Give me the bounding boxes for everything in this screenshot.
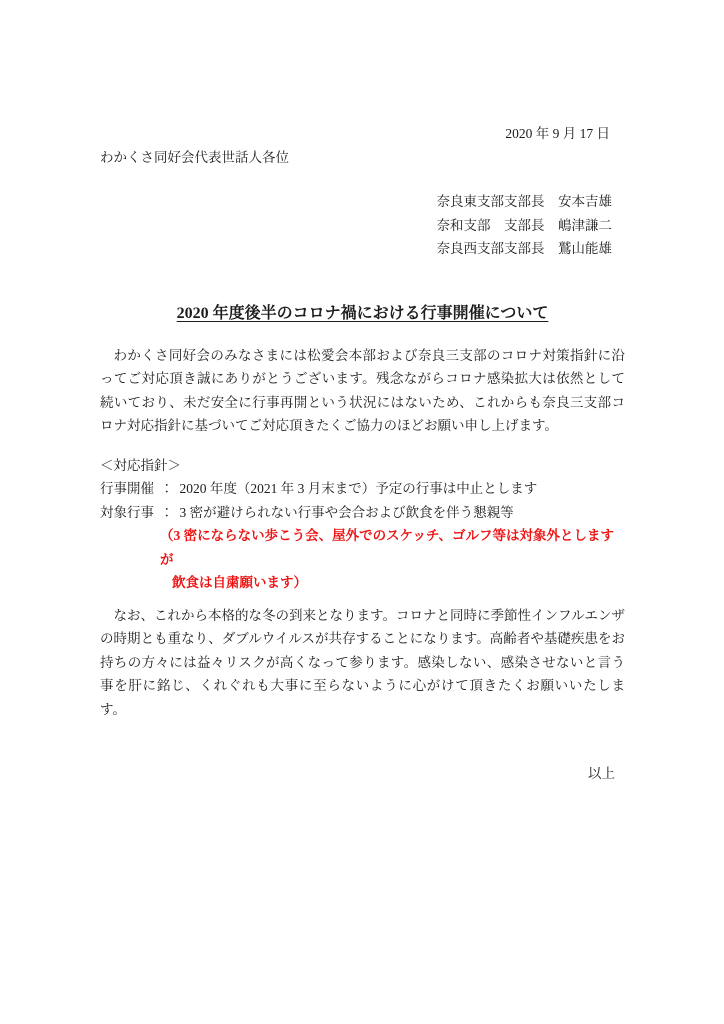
addressee-line: わかくさ同好会代表世話人各位 bbox=[100, 149, 289, 165]
guideline-item-target-events bbox=[100, 501, 625, 525]
red-note-line-1: （3 密にならない歩こう会、屋外でのスケッチ、ゴルフ等は対象外としますが bbox=[160, 528, 615, 567]
sender-line-west: 奈良西支部支部長 鷲山能雄 bbox=[436, 241, 612, 256]
guideline-label: 対象行事 bbox=[100, 504, 154, 520]
closing-ijou: 以上 bbox=[588, 766, 615, 781]
guideline-colon: ： bbox=[160, 504, 174, 520]
sender-line-east: 奈良東支部支部長 安本吉雄 bbox=[436, 194, 612, 209]
document-date: 2020 年 9 月 17 日 bbox=[505, 126, 610, 141]
document-title: 2020 年度後半のコロナ禍における行事開催について bbox=[176, 304, 549, 322]
sender-block bbox=[100, 190, 625, 261]
guideline-text: 2020 年度（2021 年 3 月末まで）予定の行事は中止とします bbox=[179, 481, 538, 496]
sender-line-nawa: 奈和支部 支部長 嶋津謙二 bbox=[436, 217, 612, 233]
paragraph-closing: なお、これから本格的な冬の到来となります。コロナと同時に季節性インフルエンザの時期とも重なり、ダブルウイルスが共存することになります。高齢者や基礎疾患をお持ちの方々には益々リスクが高くなって参ります。感染しない、感染させないと言う事を肝に銘じ、くれぐれも大事に至らないように心がけて頂きたくお願いいたします。 bbox=[100, 607, 625, 717]
guideline-label: 行事開催 bbox=[100, 481, 154, 496]
red-exception-note bbox=[100, 524, 625, 595]
red-note-line-2: 飲食は自粛願います） bbox=[172, 575, 307, 590]
guideline-text: 3 密が避けられない行事や会合および飲食を伴う懇親等 bbox=[179, 504, 514, 520]
guideline-colon: ： bbox=[160, 481, 174, 496]
guideline-item-event-hosting bbox=[100, 477, 625, 501]
paragraph-intro: わかくさ同好会のみなさまには松愛会本部および奈良三支部のコロナ対策指針に沿ってご対応頂き誠にありがとうございます。残念ながらコロナ感染拡大は依然として続いており、未だ安全に行事再開という状況にはないため、これからも奈良三支部コロナ対応指針に基づいてご対応頂きたくご協力のほどお願い申し上げます。 bbox=[100, 347, 625, 433]
guideline-section-header: ＜対応指針＞ bbox=[100, 457, 181, 473]
